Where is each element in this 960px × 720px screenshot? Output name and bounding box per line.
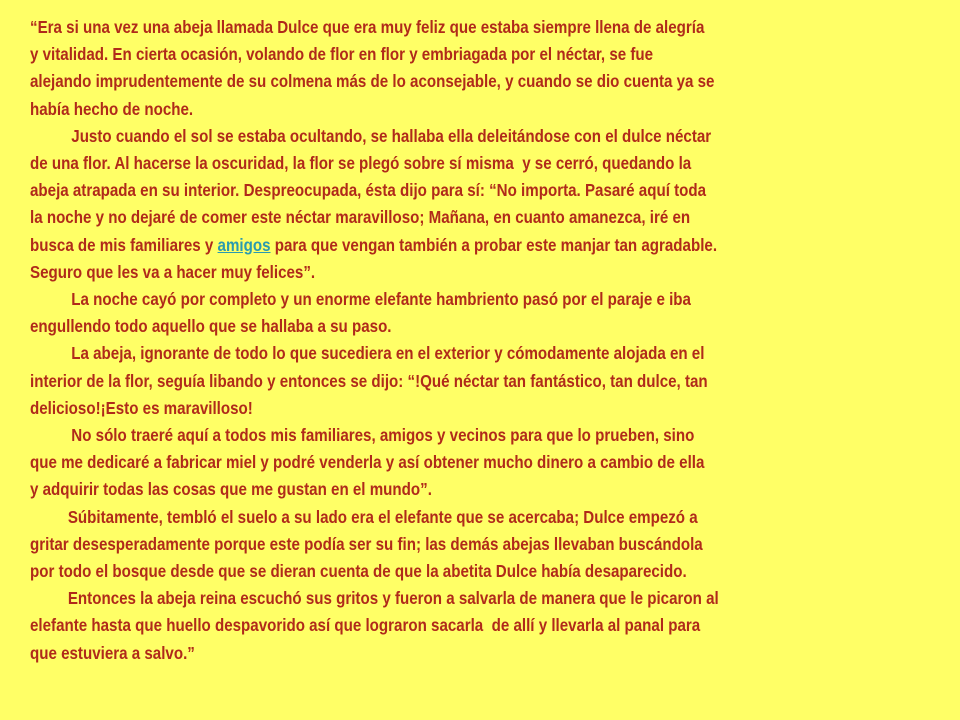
story-line: había hecho de noche. (30, 98, 194, 119)
story-text-segment: para que vengan también a probar este manjar tan agradable. (270, 234, 718, 255)
story-line: Súbitamente, tembló el suelo a su lado era el elefante que se acercaba; Dulce empezó a (67, 506, 698, 527)
story-line: abeja atrapada en su interior. Despreocupada, ésta dijo para sí: “No importa. Pasaré aquí toda (30, 180, 707, 201)
story-line: Seguro que les va a hacer muy felices”. (30, 261, 316, 282)
story-line: que estuviera a salvo.” (30, 642, 195, 663)
story-line: delicioso!¡Esto es maravilloso! (30, 397, 253, 418)
story-line-with-link (30, 232, 945, 259)
story-line: engullendo todo aquello que se hallaba a su paso. (30, 316, 392, 337)
story-line: la noche y no dejaré de comer este néctar maravilloso; Mañana, en cuanto amanezca, iré en (30, 207, 691, 228)
amigos-link[interactable]: amigos (217, 234, 271, 255)
story-text (30, 14, 945, 667)
story-line: y adquirir todas las cosas que me gustan en el mundo”. (30, 479, 432, 500)
story-line: “Era si una vez una abeja llamada Dulce que era muy feliz que estaba siempre llena de alegría (30, 17, 705, 37)
story-text-segment: busca de mis familiares y (30, 234, 218, 255)
story-line: y vitalidad. En cierta ocasión, volando de flor en flor y embriagada por el néctar, se fue (30, 44, 654, 65)
story-line: de una flor. Al hacerse la oscuridad, la flor se plegó sobre sí misma y se cerró, quedando la (30, 153, 692, 174)
story-line: por todo el bosque desde que se dieran cuenta de que la abetita Dulce había desaparecido. (30, 561, 687, 582)
story-line: interior de la flor, seguía libando y entonces se dijo: “!Qué néctar tan fantástico, tan dulce, tan (30, 370, 708, 391)
story-line: No sólo traeré aquí a todos mis familiares, amigos y vecinos para que lo prueben, sino (71, 425, 695, 446)
story-line: que me dedicaré a fabricar miel y podré venderla y así obtener mucho dinero a cambio de ella (30, 452, 705, 473)
story-line: elefante hasta que huello despavorido así que lograron sacarla de allí y llevarla al panal para (30, 615, 701, 636)
story-line: alejando imprudentemente de su colmena más de lo aconsejable, y cuando se dio cuenta ya se (30, 71, 715, 92)
story-line: La noche cayó por completo y un enorme elefante hambriento pasó por el paraje e iba (71, 289, 691, 310)
story-line: La abeja, ignorante de todo lo que sucediera en el exterior y cómodamente alojada en el (71, 343, 705, 364)
story-line: gritar desesperadamente porque este podía ser su fin; las demás abejas llevaban buscándola (30, 533, 703, 554)
story-line: Entonces la abeja reina escuchó sus gritos y fueron a salvarla de manera que le picaron al (67, 588, 719, 609)
story-line: Justo cuando el sol se estaba ocultando, se hallaba ella deleitándose con el dulce néctar (71, 125, 712, 146)
